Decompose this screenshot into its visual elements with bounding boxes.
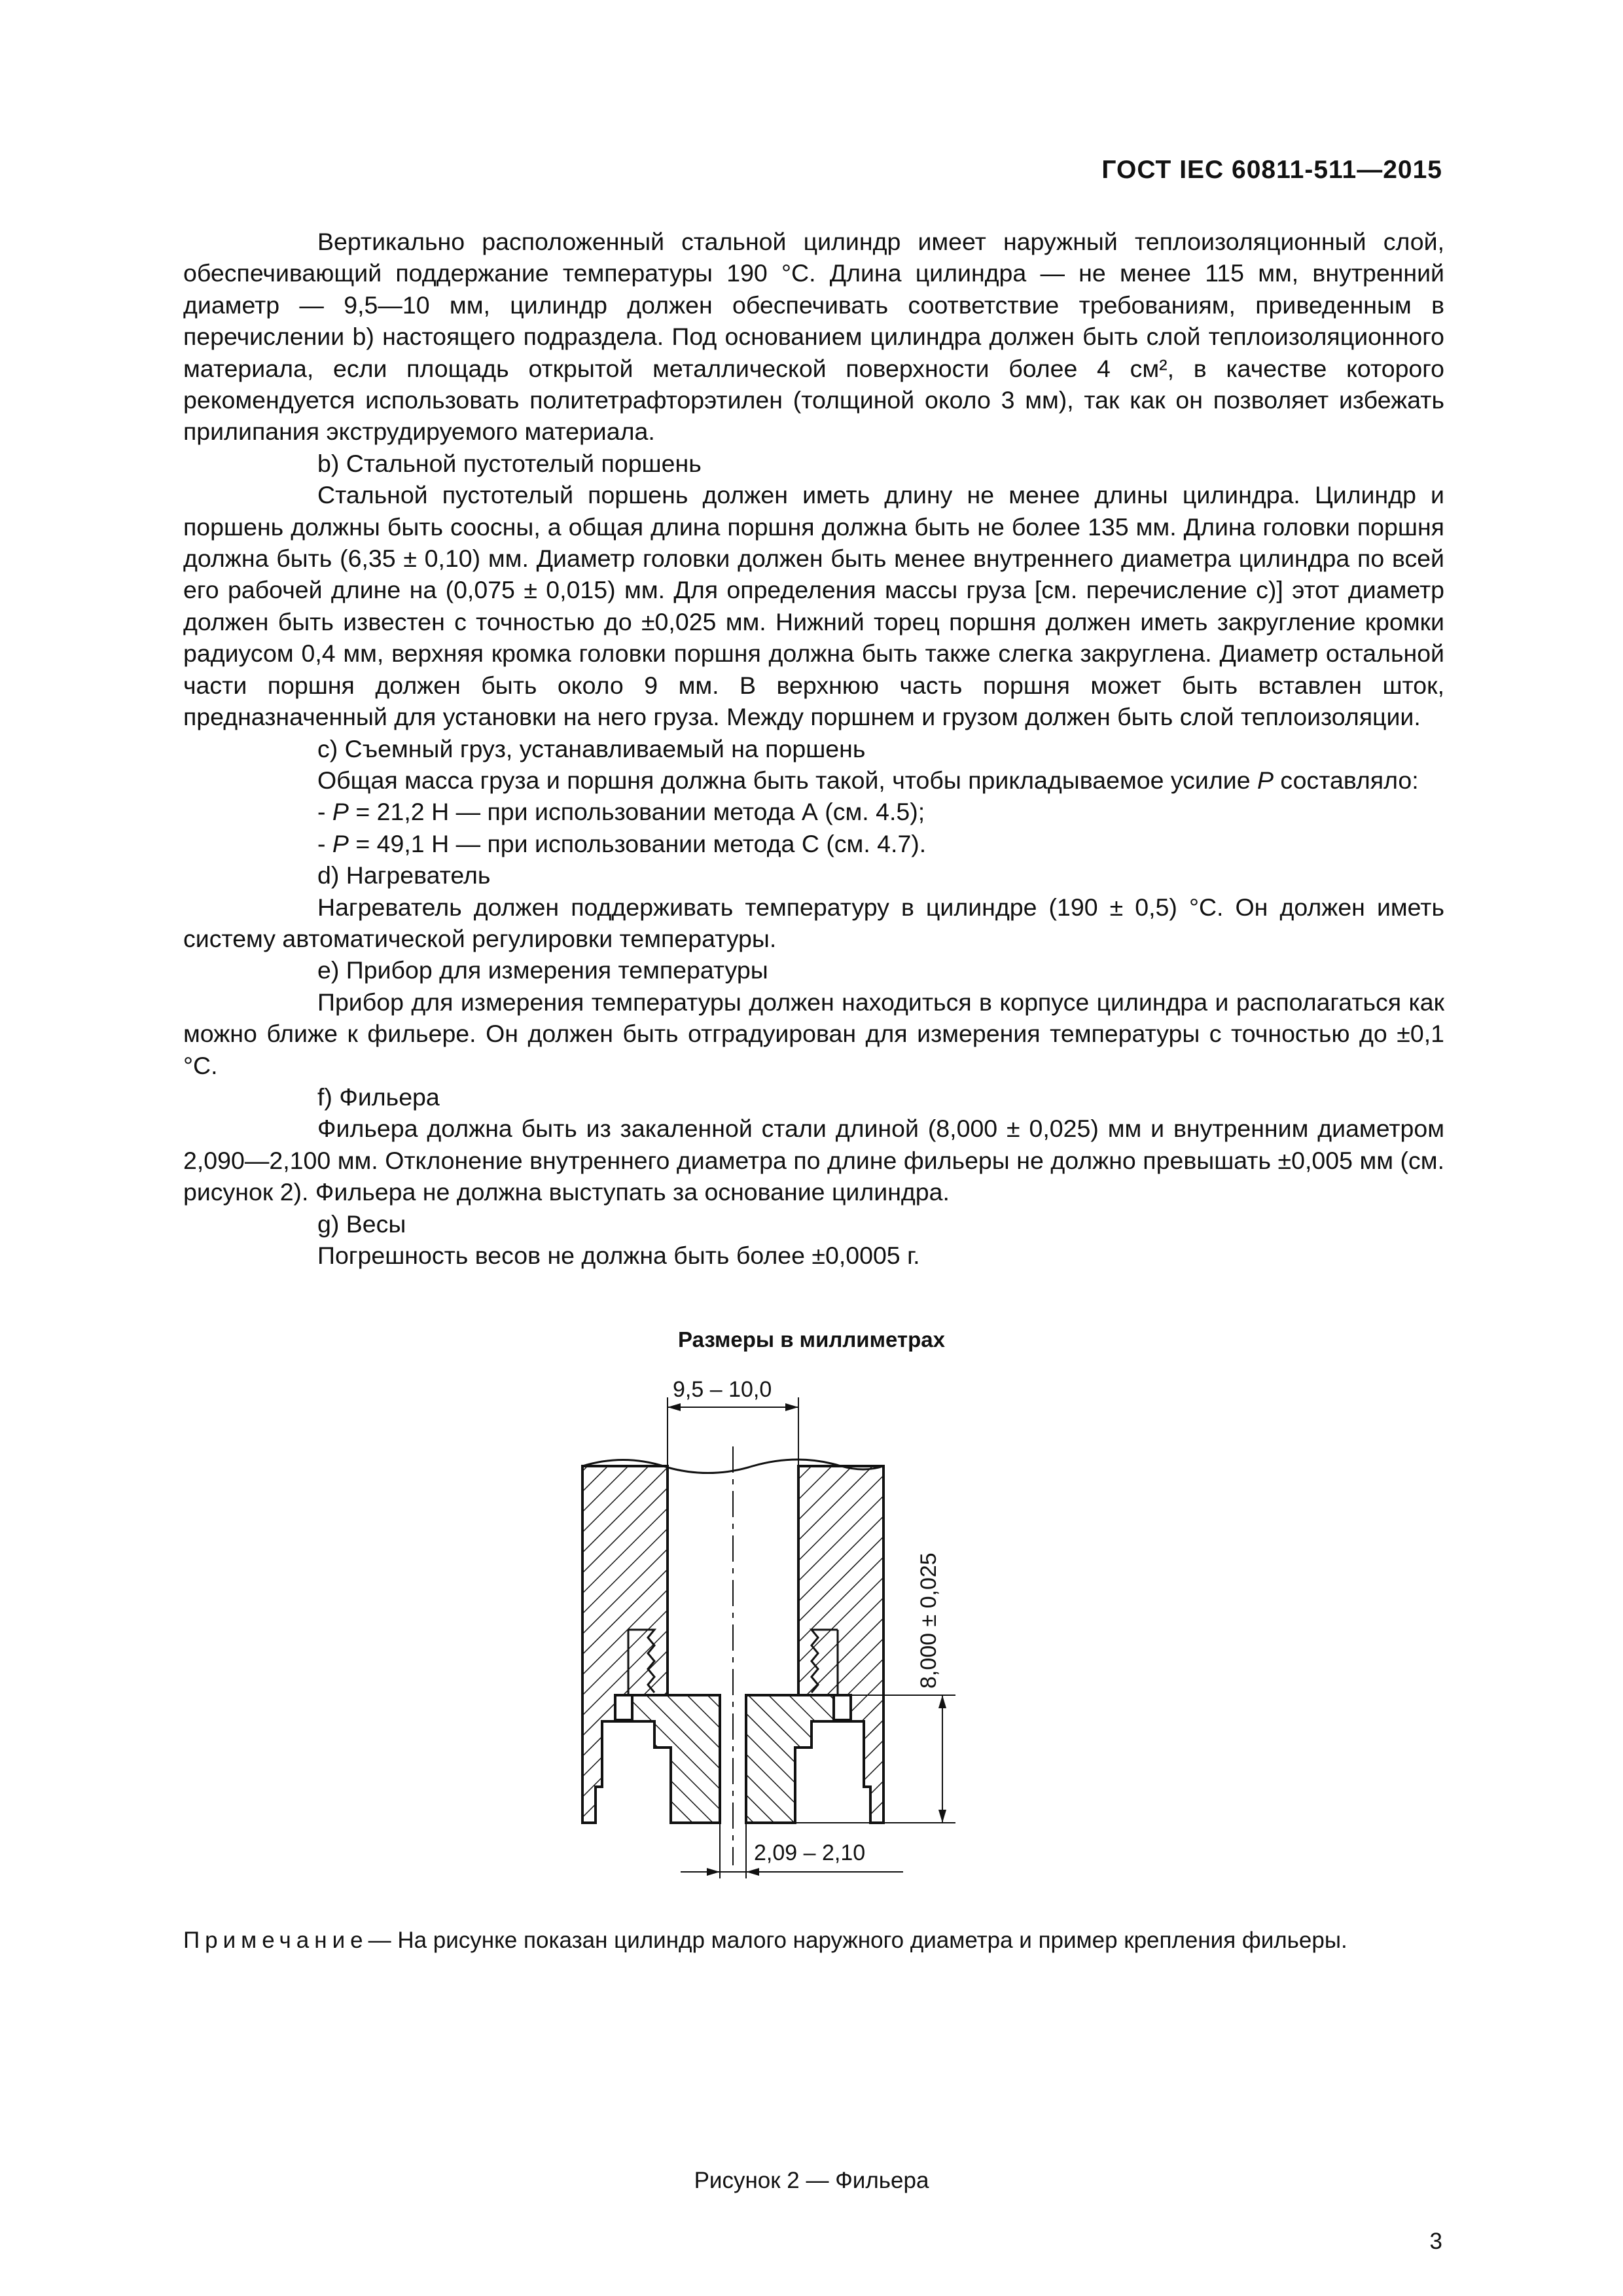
die-right xyxy=(746,1695,838,1823)
body-text xyxy=(183,226,1444,1271)
paragraph-p6: - P = 21,2 Н — при использовании метода А (см. 4.5); xyxy=(317,798,925,826)
paragraph-p2: b) Стальной пустотелый поршень xyxy=(317,449,702,477)
paragraph-p7: - P = 49,1 Н — при использовании метода С (см. 4.7). xyxy=(317,829,927,857)
bore-dim-label: 9,5 – 10,0 xyxy=(673,1377,772,1402)
paragraph-p4: с) Съемный груз, устанавливаемый на поршень xyxy=(317,734,866,762)
paragraph-p9: Нагреватель должен поддерживать температуру в цилиндре (190 ± 0,5) °С. Он должен иметь систему автоматической регулировки температуры. xyxy=(183,893,1444,952)
note-text: — На рисунке показан цилиндр малого наружного диаметра и пример крепления фильеры. xyxy=(368,1928,1347,1953)
page-number: 3 xyxy=(1429,2229,1442,2254)
paragraph-p5: Общая масса груза и поршня должна быть такой, чтобы прикладываемое усилие P составляло: xyxy=(317,766,1419,794)
figure-units-caption: Размеры в миллиметрах xyxy=(678,1327,945,1352)
die-drawing xyxy=(563,1368,1034,1878)
die-left xyxy=(628,1695,720,1823)
document-code: ГОСТ IEC 60811-511—2015 xyxy=(1101,156,1442,184)
paragraph-p1: Вертикально расположенный стальной цилиндр имеет наружный теплоизоляционный слой, обеспечивающий поддержание температуры 190 °С. Длина цилиндра — не менее 115 мм, внутренний диаметр — 9,5—10 мм, цилиндр должен обеспечивать соответствие требованиям, приведенным в перечислении b) настоящего подраздела. Под основанием цилиндра должен быть слой теплоизоляционного материала, если площадь открытой металлической поверхности более 4 см², в качестве которого рекомендуется использовать политетрафторэтилен (толщиной около 3 мм), так как он позволяет избежать прилипания экструдируемого материала. xyxy=(183,228,1444,446)
paragraph-p14: g) Весы xyxy=(317,1210,406,1238)
length-dim-label: 8,000 ± 0,025 xyxy=(916,1552,941,1689)
gasket-left xyxy=(615,1695,632,1720)
figure-title: Рисунок 2 — Фильера xyxy=(694,2168,929,2193)
paragraph-p13: Фильера должна быть из закаленной стали длиной (8,000 ± 0,025) мм и внутренним диаметром 2,090—2,100 мм. Отклонение внутреннего диаметра по длине фильеры не должно превышать ±0,005 мм (см. рисунок 2). Фильера не должна выступать за основание цилиндра. xyxy=(183,1115,1444,1206)
paragraph-p8: d) Нагреватель xyxy=(317,861,491,889)
paragraph-p15: Погрешность весов не должна быть более ±0,0005 г. xyxy=(317,1242,920,1269)
note-label: Примечание xyxy=(183,1928,368,1953)
paragraph-p3: Стальной пустотелый поршень должен иметь длину не менее длины цилиндра. Цилиндр и поршень должны быть соосны, а общая длина поршня должна быть не более 135 мм. Длина головки поршня должна быть (6,35 ± 0,10) мм. Диаметр головки должен быть менее внутреннего диаметра цилиндра по всей его рабочей длине на (0,075 ± 0,015) мм. Для определения массы груза [см. перечисление с)] этот диаметр должен быть известен с точностью до ±0,025 мм. Нижний торец поршня должен иметь закругление кромки радиусом 0,4 мм, верхняя кромка головки поршня должна быть также слегка закруглена. Диаметр остальной части поршня должен быть около 9 мм. В верхнюю часть поршня может быть вставлен шток, предназначенный для установки на него груза. Между поршнем и грузом должен быть слой теплоизоляции. xyxy=(183,481,1444,731)
paragraph-p10: е) Прибор для измерения температуры xyxy=(317,956,768,984)
paragraph-p11: Прибор для измерения температуры должен находиться в корпусе цилиндра и располагаться как можно ближе к фильере. Он должен быть отградуирован для измерения температуры с точностью до ±0,1 °С. xyxy=(183,988,1444,1079)
die-dim-label: 2,09 – 2,10 xyxy=(754,1840,866,1865)
gasket-right xyxy=(834,1695,851,1720)
paragraph-p12: f) Фильера xyxy=(317,1083,440,1111)
figure-note xyxy=(183,1924,1381,1957)
